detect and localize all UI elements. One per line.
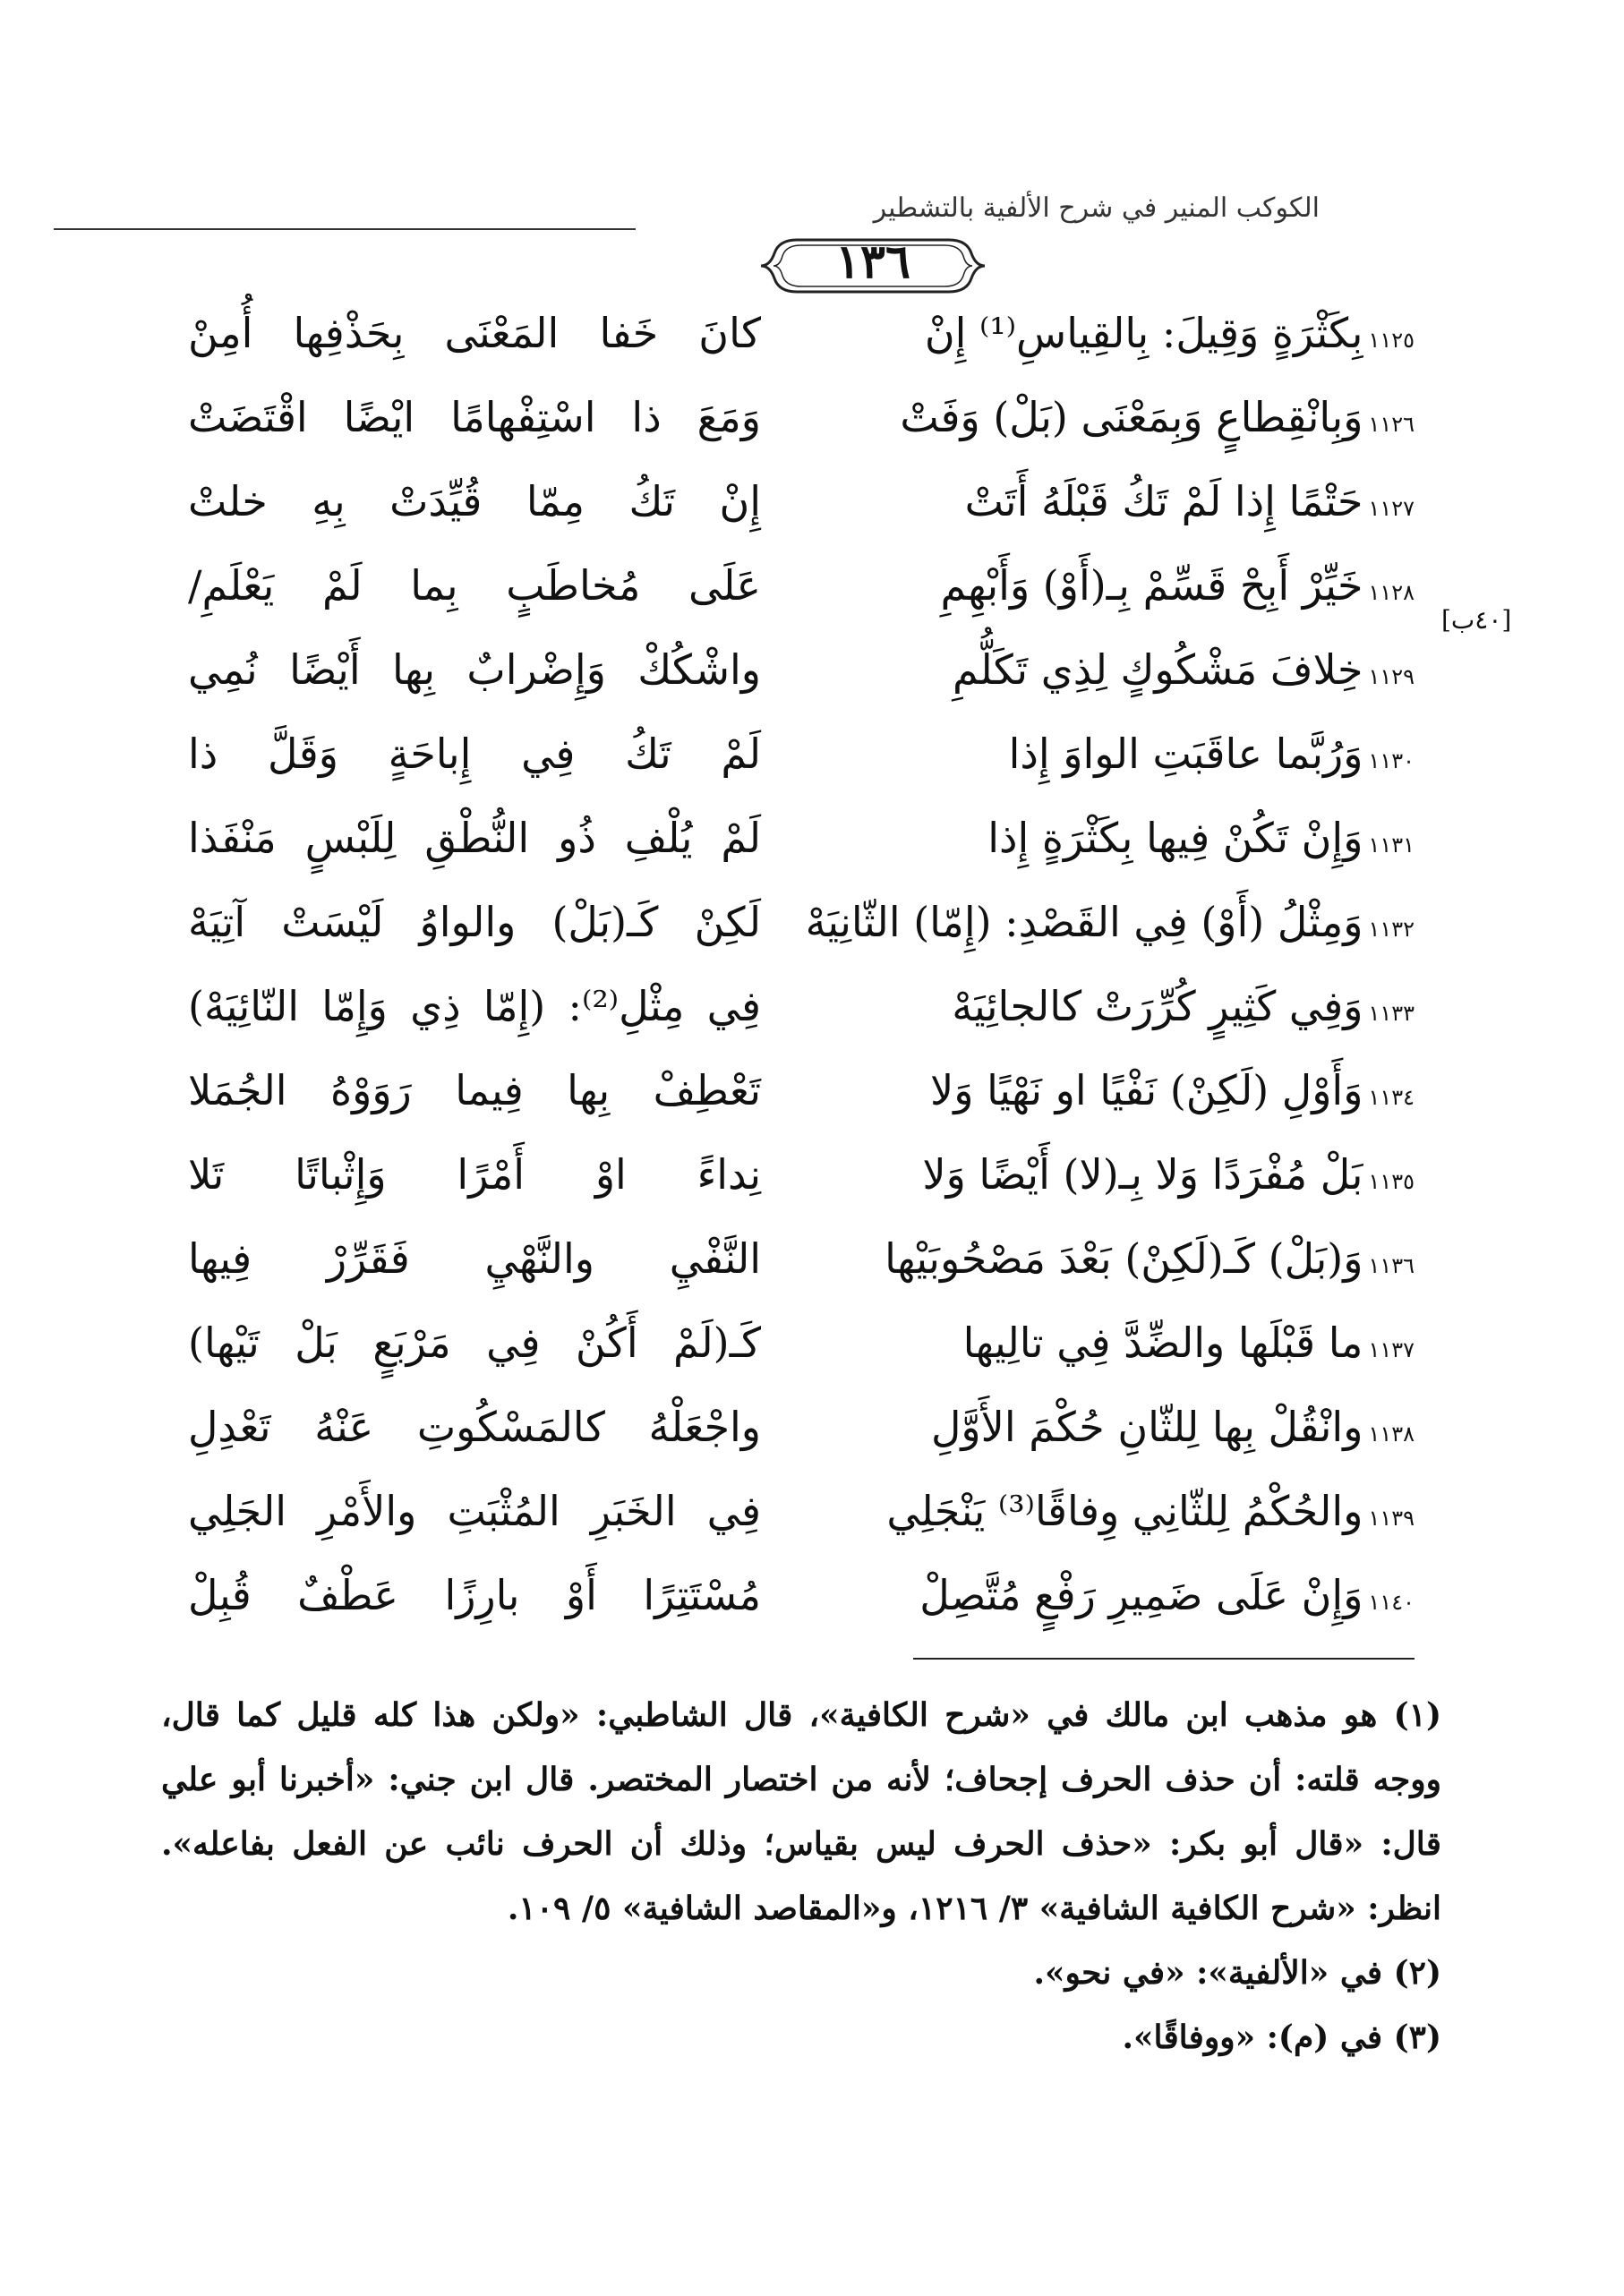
verse-second-half: عَلَى مُخاطَبٍ بِما لَمْ يَعْلَمِ/ [188, 561, 761, 610]
verse-first-half: خِلافَ مَشْكُوكٍ لِذِي تَكَلُّمِ [953, 645, 1363, 694]
verse-number: ١١٣٩ [1368, 1506, 1415, 1531]
running-header-title: الكوكب المنير في شرح الألفية بالتشطير [873, 192, 1320, 224]
verse-first-half: وَمِثْلُ (أَوْ) فِي القَصْدِ: (إِمّا) الثّانِيَهْ [805, 898, 1363, 946]
verse-second-half: تَعْطِفْ بِها فِيما رَوَوْهُ الجُمَلا [188, 1066, 761, 1114]
verse-row [188, 645, 1415, 730]
verse-number: ١١٢٩ [1368, 664, 1415, 689]
verse-number: ١١٣٣ [1368, 1001, 1415, 1026]
verse-second-half: وَمَعَ ذا اسْتِفْهامًا ايْضًا اقْتَضَتْ [188, 393, 761, 441]
verse-first-half: وَإِنْ تَكُنْ فِيها بِكَثْرَةٍ إِذا [987, 814, 1363, 862]
verse-number: ١١٣٤ [1368, 1085, 1415, 1110]
verse-row [188, 898, 1415, 983]
footnote-2: (٢) في «الألفية»: «في نحو». [1033, 1954, 1441, 1992]
verse-row [188, 1571, 1415, 1656]
verse-first-half: خَيِّرْ أَبِحْ قَسِّمْ بِـ(أَوْ) وَأَبْهِمِ [940, 561, 1363, 610]
verse-first-half: بِكَثْرَةٍ وَقِيلَ: بِالقِياسِ⁽¹⁾ إِنْ [924, 309, 1363, 357]
verse-first-half: وانْقُلْ بِها لِلثّانِ حُكْمَ الأَوَّلِ [930, 1403, 1363, 1451]
verse-first-half: والحُكْمُ لِلثّانِي وِفاقًا⁽³⁾ يَنْجَلِي [886, 1487, 1363, 1535]
verse-second-half: واشْكُكْ وَإِضْرابٌ بِها أَيْضًا نُمِي [188, 645, 761, 694]
verse-row [188, 1403, 1415, 1488]
verse-first-half: ما قَبْلَها والضِّدَّ فِي تالِيها [962, 1319, 1363, 1367]
verse-row [188, 1150, 1415, 1235]
verse-second-half: لَكِنْ كَـ(بَلْ) والواوُ لَيْسَتْ آتِيَهْ [188, 898, 761, 946]
verse-row [188, 730, 1415, 815]
verse-second-half: كَـ(لَمْ أَكُنْ فِي مَرْبَعٍ بَلْ تَيْها) [188, 1319, 761, 1367]
verse-second-half: لَمْ تَكُ فِي إِباحَةٍ وَقَلَّ ذا [188, 730, 761, 778]
verse-row [188, 1234, 1415, 1319]
verse-number: ١١٣٦ [1368, 1253, 1415, 1278]
verse-first-half: وَإِنْ عَلَى ضَمِيرِ رَفْعٍ مُتَّصِلْ [919, 1571, 1363, 1619]
footnote-1: (١) هو مذهب ابن مالك في «شرح الكافية»، قال الشاطبي: «ولكن هذا كله قليل كما قال، ووجه قلته: أن حذف الحرف إجحاف؛ لأنه من اختصار المختصر. قال ابن جني: «أخبرنا أبو علي قال: «قال أبو بكر: «حذف الحرف ليس بقياس؛ وذلك أن الحرف نائب عن الفعل بفاعله». انظر: «شرح الكافية الشافية» ٣/ ١٢١٦، و«المقاصد الشافية» ٥/ ١٠٩. [161, 1696, 1441, 1927]
verse-number: ١١٣٢ [1368, 917, 1415, 942]
verse-second-half: إِنْ تَكُ مِمّا قُيِّدَتْ بِهِ خلتْ [188, 477, 761, 525]
verse-number: ١١٤٠ [1368, 1590, 1415, 1615]
verse-row [188, 561, 1415, 646]
verse-row [188, 1487, 1415, 1572]
footnote-3: (٣) في (م): «ووفاقًا». [1122, 2019, 1441, 2056]
verse-row [188, 1319, 1415, 1404]
verse-row [188, 1066, 1415, 1151]
verse-number: ١١٣٥ [1368, 1169, 1415, 1194]
verse-number: ١١٢٦ [1368, 412, 1415, 437]
verse-row [188, 477, 1415, 562]
verse-number: ١١٢٥ [1368, 328, 1415, 353]
footnote-rule [913, 1658, 1415, 1660]
page-number: ١٣٦ [835, 235, 910, 289]
verse-second-half: نِداءً اوْ أَمْرًا وَإِثْباتًا تَلا [188, 1150, 761, 1199]
verse-first-half: وَبِانْقِطاعٍ وَبِمَعْنَى (بَلْ) وَفَتْ [900, 393, 1363, 441]
margin-folio-note: [٤٠ب] [1441, 605, 1512, 635]
header-rule [54, 228, 636, 230]
verse-number: ١١٣١ [1368, 832, 1415, 858]
verse-row [188, 393, 1415, 478]
verse-second-half: النَّفْيِ والنَّهْيِ فَقَرِّرْ فِيها [188, 1234, 761, 1283]
verse-first-half: وَرُبَّما عاقَبَتِ الواوَ إِذا [1008, 730, 1363, 778]
verse-number: ١١٣٨ [1368, 1421, 1415, 1447]
verse-first-half: وَ(بَلْ) كَـ(لَكِنْ) بَعْدَ مَصْحُوبَيْها [885, 1234, 1363, 1283]
verse-second-half: فِي الخَبَرِ المُثْبَتِ والأَمْرِ الجَلِي [188, 1487, 761, 1535]
verse-row [188, 814, 1415, 899]
verse-number: ١١٣٠ [1368, 748, 1415, 773]
verse-row [188, 309, 1415, 394]
verse-second-half: كانَ خَفا المَعْنَى بِحَذْفِها أُمِنْ [188, 309, 761, 357]
verse-second-half: لَمْ يُلْفِ ذُو النُّطْقِ لِلَبْسٍ مَنْفَذا [188, 814, 761, 862]
verse-second-half: مُسْتَتِرًا أَوْ بارِزًا عَطْفٌ قُبِلْ [188, 1571, 761, 1619]
verse-first-half: وَأَوْلِ (لَكِنْ) نَفْيًا او نَهْيًا وَلا [930, 1066, 1363, 1114]
verse-first-half: بَلْ مُفْرَدًا وَلا بِـ(لا) أَيْضًا وَلا [922, 1150, 1363, 1199]
footnotes [161, 1683, 1441, 2070]
verse-first-half: حَتْمًا إِذا لَمْ تَكُ قَبْلَهُ أَتَتْ [964, 477, 1363, 525]
verse-number: ١١٣٧ [1368, 1337, 1415, 1362]
verse-second-half: فِي مِثْلِ⁽²⁾: (إِمّا ذِي وَإِمّا النّائِيَهْ) [188, 982, 762, 1030]
verse-first-half: وَفِي كَثِيرٍ كُرِّرَتْ كالجائِيَهْ [952, 982, 1363, 1030]
verse-row [188, 982, 1415, 1067]
verse-number: ١١٢٧ [1368, 496, 1415, 521]
verse-number: ١١٢٨ [1368, 580, 1415, 605]
verse-second-half: واجْعَلْهُ كالمَسْكُوتِ عَنْهُ تَعْدِلِ [188, 1403, 761, 1451]
